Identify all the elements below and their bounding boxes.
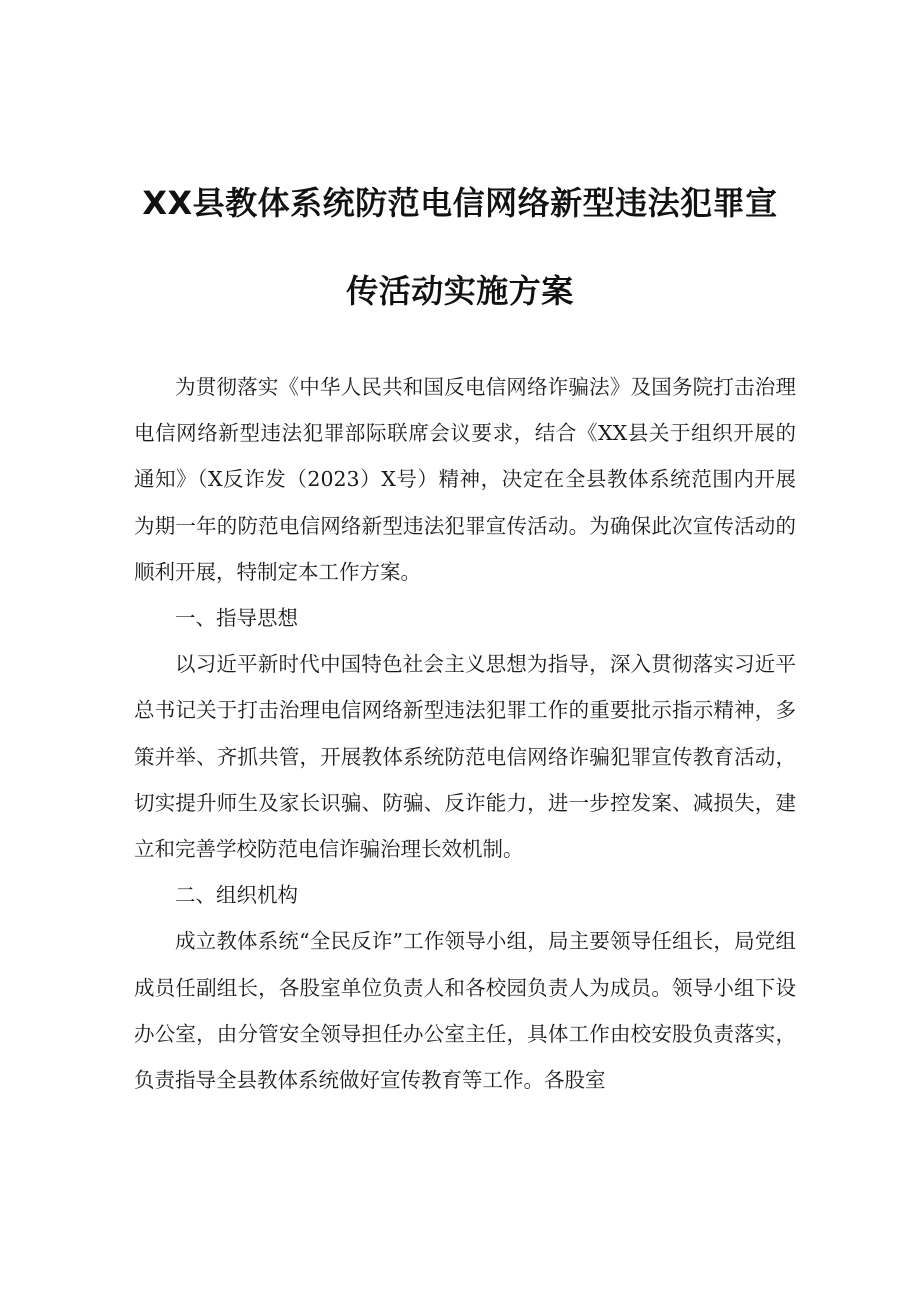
document-body <box>134 364 796 1103</box>
document-title-line-2: 传活动实施方案 <box>346 272 574 310</box>
guiding-ideology-paragraph: 以习近平新时代中国特色社会主义思想为指导，深入贯彻落实习近平总书记关于打击治理电信网络新型违法犯罪工作的重要批示指示精神，多策并举、齐抓共管，开展教体系统防范电信网络诈骗犯罪宣传教育活动，切实提升师生及家长识骗、防骗、反诈能力，进一步控发案、减损失，建立和完善学校防范电信诈骗治理长效机制。 <box>134 652 796 862</box>
section-heading-guiding-ideology: 一、指导思想 <box>175 606 298 631</box>
document-title-line-1: XX县教体系统防范电信网络新型违法犯罪宣 <box>142 184 778 222</box>
intro-paragraph: 为贯彻落实《中华人民共和国反电信网络诈骗法》及国务院打击治理电信网络新型违法犯罪部际联席会议要求，结合《XX县关于组织开展的通知》（X反诈发（2023）X号）精神，决定在全县教体系统范围内开展为期一年的防范电信网络新型违法犯罪宣传活动。为确保此次宣传活动的顺利开展，特制定本工作方案。 <box>134 375 796 584</box>
organization-paragraph: 成立教体系统“全民反诈”工作领导小组，局主要领导任组长，局党组成员任副组长，各股室单位负责人和各校园负责人为成员。领导小组下设办公室，由分管安全领导担任办公室主任，具体工作由校安股负责落实，负责指导全县教体系统做好宣传教育等工作。各股室 <box>134 929 796 1093</box>
section-heading-organization: 二、组织机构 <box>175 883 298 908</box>
